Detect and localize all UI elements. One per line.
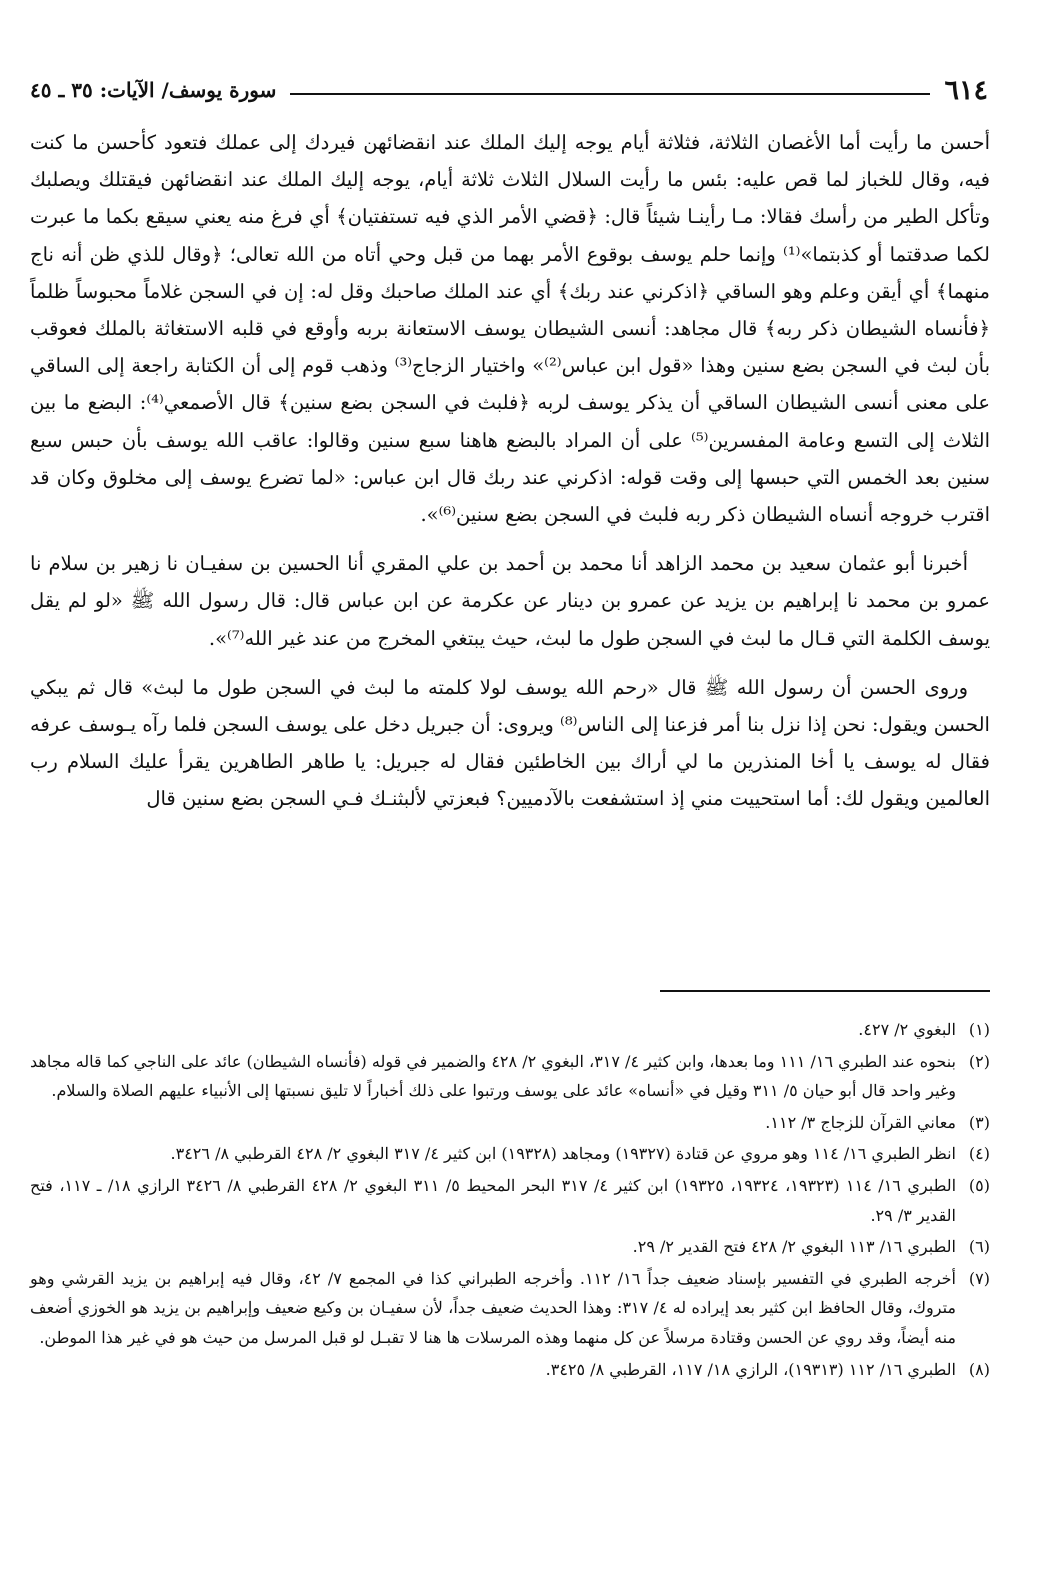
footnote-number: (٣)	[968, 1112, 990, 1132]
footnote-text: أخرجه الطبري في التفسير بإسناد ضعيف جداً ١٦/ ١١٢. وأخرجه الطبراني كذا في المجمع ٧/ ٤٢، وقال فيه إبراهيم بن يزيد القرشي وهو متروك، وقال الحافظ ابن كثير بعد إيراده له ٤/ ٣١٧: وهذا الحديث ضعيف جداً، لأن سفيـان بن وكيع ضعيف وإبراهيم بن يزيد هو الخوزي أضعف منه أيضاً، وقد روي عن الحسن وقتادة مرسلاً عن كل منهما وهذه المرسلات ها هنا لا تقبـل لو قبل المرسل من حيث هو في غير هذا الموطن.	[30, 1268, 956, 1347]
footnote-text: البغوي ٢/ ٤٢٧.	[858, 1020, 956, 1039]
footnote	[30, 1015, 990, 1045]
paragraph: أخبرنا أبو عثمان سعيد بن محمد الزاهد أنا محمد بن أحمد بن علي المقري أنا الحسين بن سفيـان نا زهير بن سلام نا عمرو بن محمد نا إبراهيم بن يزيد عن عمرو بن دينار عن عكرمة عن ابن عباس قال: قال رسول الله ﷺ «لو لم يقل يوسف الكلمة التي قـال ما لبث في السجن طول ما لبث، حيث يبتغي المخرج من عند غير الله⁽⁷⁾».	[30, 552, 990, 650]
footnote-number: (٢)	[968, 1051, 990, 1071]
page-header	[30, 70, 990, 110]
footnote-number: (٨)	[968, 1359, 990, 1379]
footnotes	[30, 1015, 990, 1386]
footnote-text: الطبري ١٦/ ١١٣ البغوي ٢/ ٤٢٨ فتح القدير ٢/ ٢٩.	[632, 1237, 956, 1257]
book-page	[30, 0, 990, 1577]
header-rule	[290, 93, 930, 95]
footnote	[30, 1139, 990, 1169]
footnote	[30, 1232, 990, 1262]
footnote-number: (٥)	[968, 1175, 990, 1195]
footnote	[30, 1171, 990, 1230]
page-number: ٦١٤	[944, 74, 988, 106]
paragraph: وروى الحسن أن رسول الله ﷺ قال «رحم الله يوسف لولا كلمته ما لبث في السجن طول ما لبث» قال ثم يبكي الحسن ويقول: نحن إذا نزل بنا أمر فزعنا إلى الناس⁽⁸⁾ ويروى: أن جبريل دخل على يوسف السجن فلما رآه يـوسف عرفه فقال له يوسف يا أخا المنذرين ما لي أراك بين الخاطئين فقال له جبريل: يا طاهر الطاهرين يقرأ عليك السلام رب العالمين ويقول لك: أما استحييت مني إذ استشفعت بالآدميين؟ فبعزتي لألبثنـك فـي السجن بضع سنين قال	[30, 675, 990, 811]
footnote	[30, 1108, 990, 1138]
footnote-number: (٦)	[968, 1237, 990, 1257]
footnote-text: الطبري ١٦/ ١١٤ (١٩٣٢٣، ١٩٣٢٤، ١٩٣٢٥) ابن كثير ٤/ ٣١٧ البحر المحيط ٥/ ٣١١ البغوي ٢/ ٤٢٨ القرطبي ٨/ ٣٤٢٦ الرازي ١٨/ ـ ١١٧، فتح القدير ٣/ ٢٩.	[30, 1175, 957, 1225]
footnote	[30, 1264, 990, 1353]
footnote	[30, 1355, 990, 1385]
paragraph: أحسن ما رأيت أما الأغصان الثلاثة، فثلاثة أيام يوجه إليك الملك عند انقضائهن فيردك إلى عملك فتعود كأحسن ما كنت فيه، وقال للخباز لما قص عليه: بئس ما رأيت السلال الثلاث ثلاثة أيام، يوجه إليك الملك عند انقضائهن فيقتلك ويصلبك وتأكل الطير من رأسك فقالا: مـا رأينـا شيئاً قال: ﴿قضي الأمر الذي فيه تستفتيان﴾ أي فرغ منه يعني سيقع بكما ما عبرت لكما صدقتما أو كذبتما»⁽¹⁾ وإنما حلم يوسف بوقوع الأمر بهما من قبل وحي أتاه من الله تعالى؛ ﴿وقال للذي ظن أنه ناج منهما﴾ أي أيقن وعلم وهو الساقي ﴿اذكرني عند ربك﴾ أي عند الملك صاحبك وقل له: إن في السجن غلاماً محبوساً ظلماً ﴿فأنساه الشيطان ذكر ربه﴾ قال مجاهد: أنسى الشيطان يوسف الاستعانة بربه وأوقع في قلبه الاستغاثة بالملك فعوقب بأن لبث في السجن بضع سنين وهذا «قول ابن عباس⁽²⁾» واختيار الزجاج⁽³⁾ وذهب قوم إلى أن الكتابة راجعة إلى الساقي على معنى أنسى الشيطان الساقي أن يذكر يوسف لربه ﴿فلبث في السجن بضع سنين﴾ قال الأصمعي⁽⁴⁾: البضع ما بين الثلاث إلى التسع وعامة المفسرين⁽⁵⁾ على أن المراد بالبضع هاهنا سبع سنين وقالوا: عاقب الله يوسف بأن حبس سبع سنين بعد الخمس التي حبسها إلى وقت قوله: اذكرني عند ربك قال ابن عباس: «لما تضرع يوسف إلى مخلوق وكان قد اقترب خروجه أنساه الشيطان ذكر ربه فلبث في السجن بضع سنين⁽⁶⁾».	[30, 131, 991, 527]
footnote-text: بنحوه عند الطبري ١٦/ ١١١ وما بعدها، وابن كثير ٤/ ٣١٧، البغوي ٢/ ٤٢٨ والضمير في قوله (فأنساه الشيطان) عائد على الناجي كما قاله مجاهد وغير واحد قال أبو حيان ٥/ ٣١١ وقيل في «أنساه» عائد على يوسف ورتبوا على ذلك أخباراً لا تليق نسبتها إلى الأنبياء عليهم الصلاة والسلام.	[30, 1051, 956, 1101]
footnote-text: الطبري ١٦/ ١١٢ (١٩٣١٣)، الرازي ١٨/ ١١٧، القرطبي ٨/ ٣٤٢٥.	[545, 1359, 956, 1379]
footnote-number: (٤)	[968, 1144, 990, 1164]
footnote-text: انظر الطبري ١٦/ ١١٤ وهو مروي عن قتادة (١٩٣٢٧) ومجاهد (١٩٣٢٨) ابن كثير ٤/ ٣١٧ البغوي ٢/ ٤٢٨ القرطبي ٨/ ٣٤٢٦.	[170, 1144, 956, 1164]
main-text	[30, 124, 990, 830]
footnote	[30, 1047, 990, 1106]
footnote-separator	[660, 990, 990, 992]
running-head: سورة يوسف/ الآيات: ٣٥ ـ ٤٥	[30, 78, 277, 102]
footnote-text: معاني القرآن للزجاج ٣/ ١١٢.	[765, 1112, 956, 1132]
footnote-number: (٧)	[968, 1268, 990, 1288]
footnote-number: (١)	[968, 1020, 990, 1039]
